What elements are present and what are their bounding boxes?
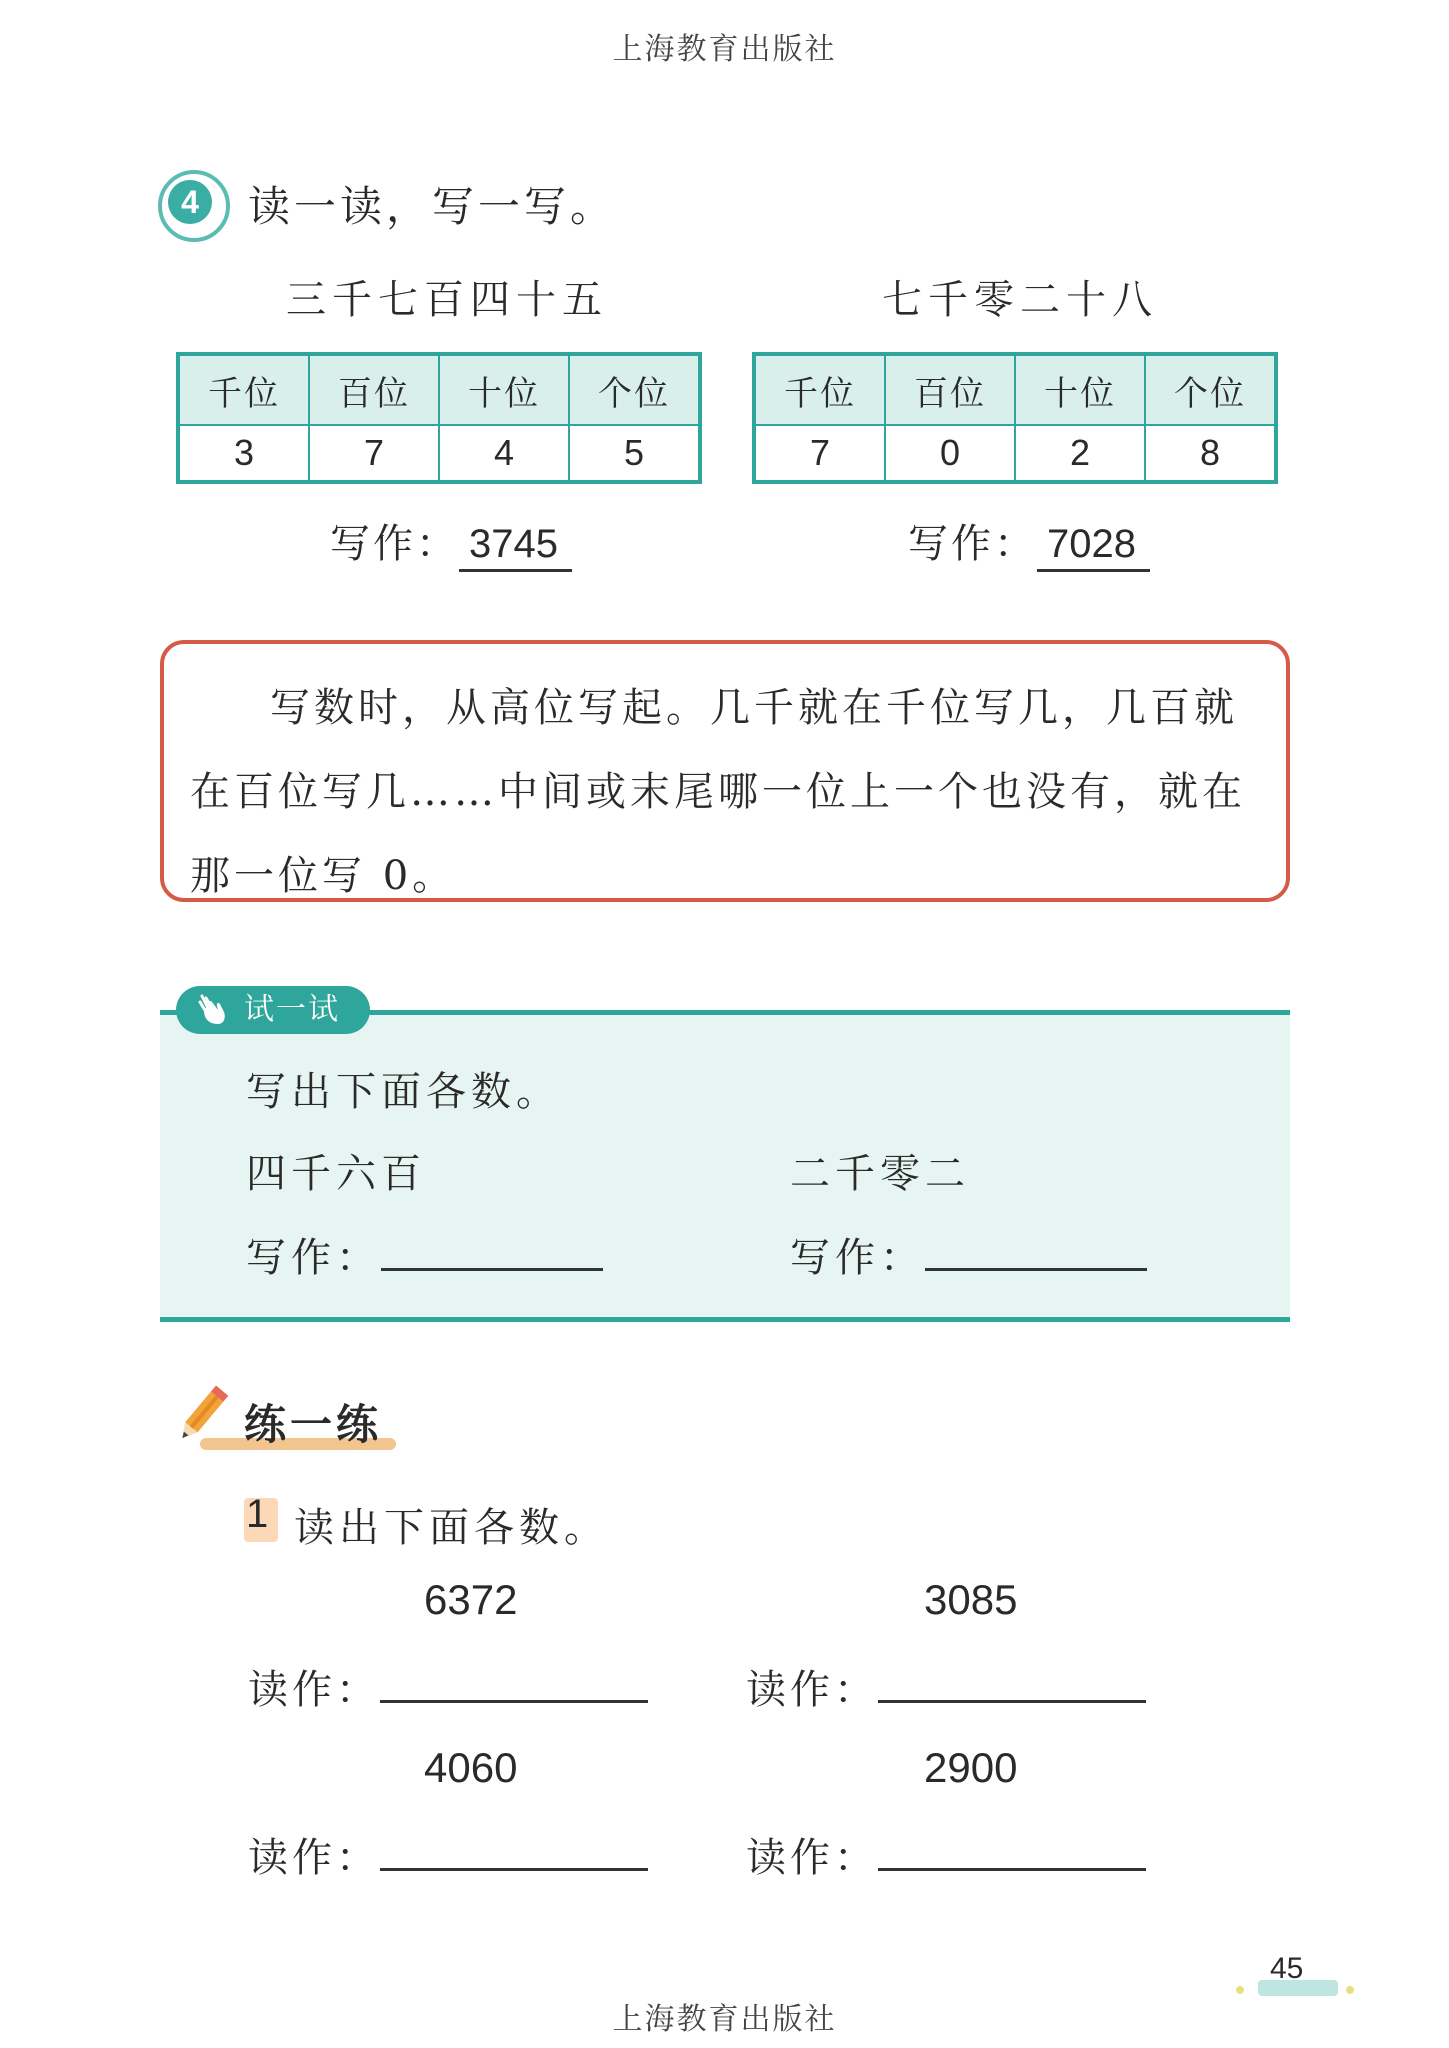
- practice-number: 2900: [924, 1744, 1018, 1791]
- read-label: 读作：: [248, 1667, 380, 1713]
- publisher-header: 上海教育出版社: [612, 32, 837, 67]
- section-title: 读一读，写一写。: [248, 182, 617, 231]
- try-item-word: 四千六百: [246, 1151, 426, 1197]
- practice-title: 练一练: [244, 1400, 383, 1449]
- table-header-cell: 十位: [439, 354, 569, 425]
- answer-blank[interactable]: [381, 1228, 603, 1271]
- publisher-footer: 上海教育出版社: [612, 2002, 837, 2037]
- try-tab-label: 试一试: [244, 993, 340, 1026]
- question-number-text: 1: [246, 1492, 269, 1536]
- try-write-line: [790, 1226, 1147, 1283]
- read-line: [248, 1658, 648, 1715]
- answer-blank[interactable]: [878, 1660, 1146, 1703]
- left-place-value-table: [176, 352, 702, 484]
- practice-number: 6372: [424, 1576, 518, 1623]
- write-label: 写作：: [908, 521, 1037, 567]
- question-text: 读出下面各数。: [294, 1505, 609, 1551]
- decorative-dot: [1236, 1986, 1244, 1994]
- read-line: [746, 1658, 1146, 1715]
- right-number-word: 七千零二十八: [882, 277, 1158, 323]
- decorative-dot: [1346, 1986, 1354, 1994]
- try-instruction: 写出下面各数。: [246, 1069, 561, 1115]
- answer-blank[interactable]: [878, 1828, 1146, 1871]
- rule-box: [160, 640, 1290, 902]
- section-number: 4: [168, 180, 212, 224]
- table-header-cell: 个位: [1145, 354, 1276, 425]
- table-digit-cell: 8: [1145, 425, 1276, 482]
- practice-number: 4060: [424, 1744, 518, 1791]
- read-line: [746, 1826, 1146, 1883]
- write-label: 写作：: [790, 1235, 925, 1281]
- question-number: [244, 1492, 278, 1542]
- read-line: [248, 1826, 648, 1883]
- read-label: 读作：: [248, 1835, 380, 1881]
- write-label: 写作：: [330, 521, 459, 567]
- section-number-badge: [158, 170, 228, 240]
- practice-number: 3085: [924, 1576, 1018, 1623]
- rule-text: 写数时，从高位写起。几千就在千位写几，几百就在百位写几……中间或末尾哪一位上一个也没有，就在那一位写 0。: [190, 685, 1246, 899]
- try-write-line: [246, 1226, 603, 1283]
- answer-blank[interactable]: [380, 1660, 648, 1703]
- table-digit-cell: 7: [309, 425, 439, 482]
- right-write-line: [908, 512, 1150, 572]
- write-label: 写作：: [246, 1235, 381, 1281]
- table-header-cell: 百位: [309, 354, 439, 425]
- left-number-word: 三千七百四十五: [286, 277, 608, 323]
- table-digit-cell: 4: [439, 425, 569, 482]
- table-header-cell: 十位: [1015, 354, 1145, 425]
- table-header-cell: 个位: [569, 354, 700, 425]
- write-answer: 7028: [1037, 522, 1150, 572]
- table-digit-cell: 2: [1015, 425, 1145, 482]
- pointing-hand-icon: [194, 992, 230, 1028]
- table-header-cell: 千位: [178, 354, 309, 425]
- table-header-cell: 百位: [885, 354, 1015, 425]
- left-write-line: [330, 512, 572, 572]
- table-digit-cell: 3: [178, 425, 309, 482]
- answer-blank[interactable]: [380, 1828, 648, 1871]
- read-label: 读作：: [746, 1667, 878, 1713]
- table-digit-cell: 5: [569, 425, 700, 482]
- try-item-word: 二千零二: [790, 1151, 970, 1197]
- pencil-icon: [170, 1380, 236, 1450]
- write-answer: 3745: [459, 522, 572, 572]
- answer-blank[interactable]: [925, 1228, 1147, 1271]
- right-place-value-table: [752, 352, 1278, 484]
- table-digit-cell: 0: [885, 425, 1015, 482]
- try-tab: [176, 986, 370, 1034]
- table-digit-cell: 7: [754, 425, 885, 482]
- page-number: 45: [1270, 1952, 1304, 1985]
- table-header-cell: 千位: [754, 354, 885, 425]
- read-label: 读作：: [746, 1835, 878, 1881]
